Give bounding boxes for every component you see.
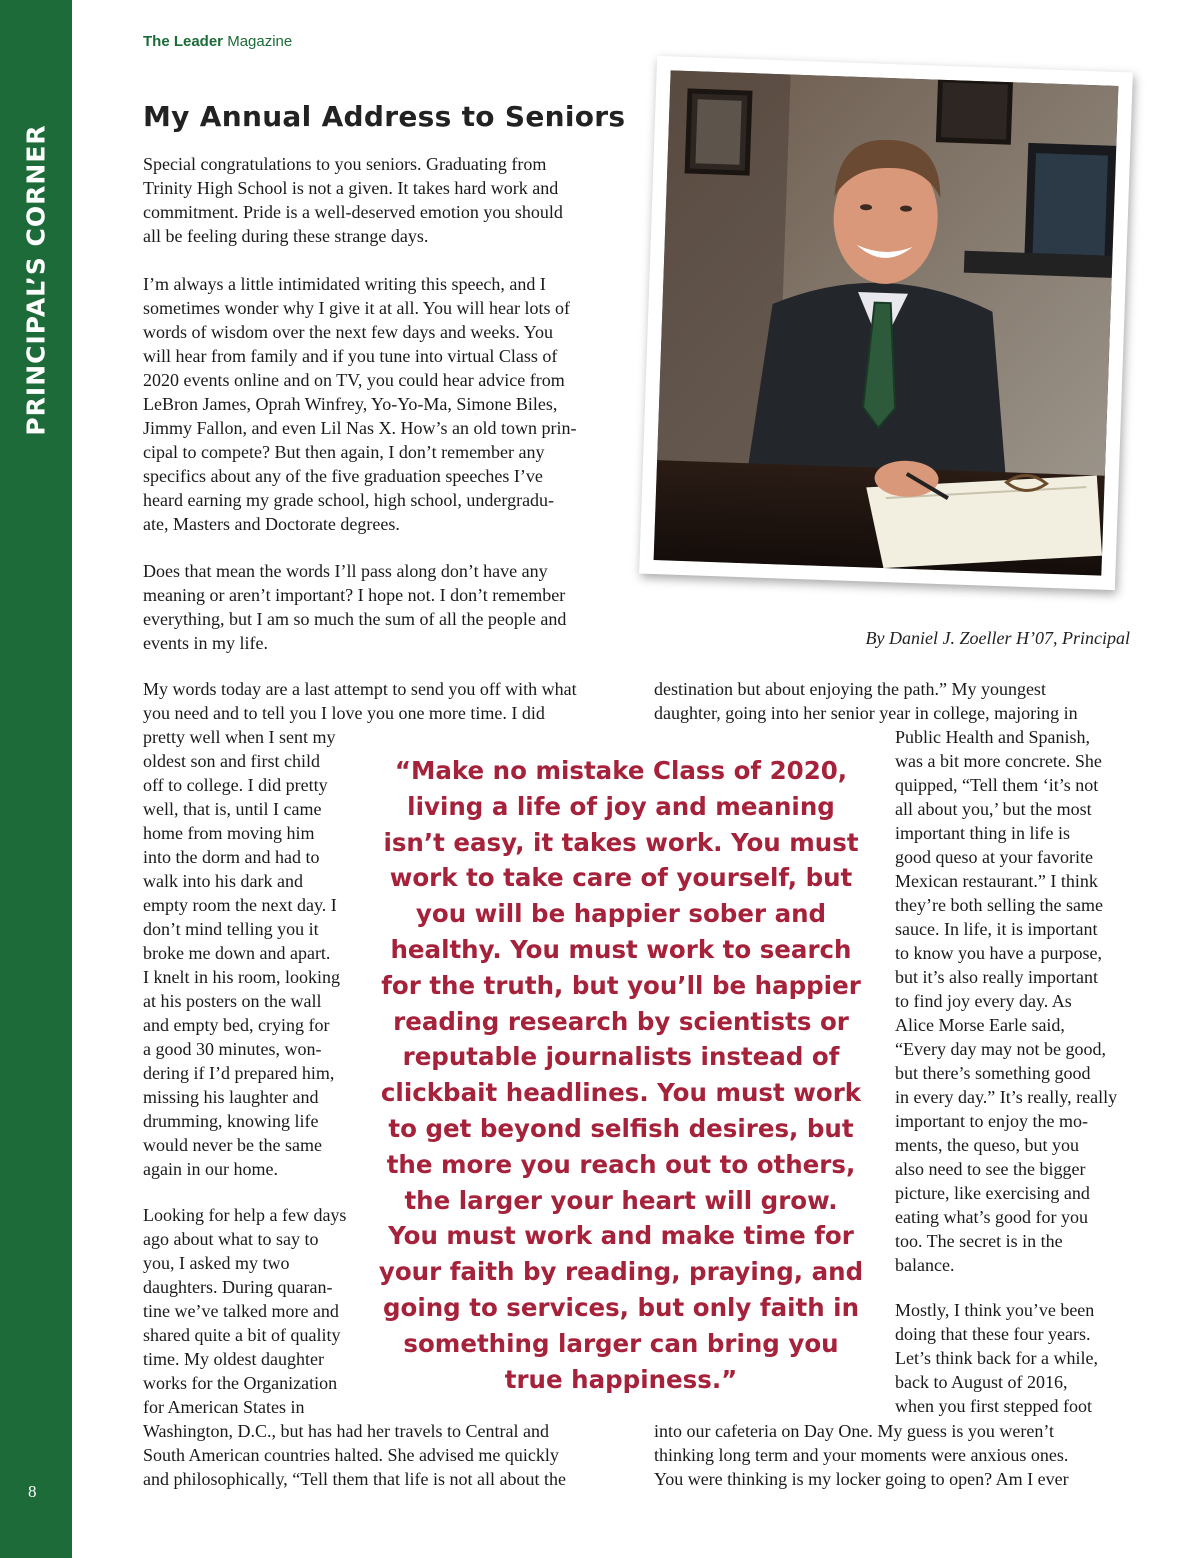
text-line: picture, like exercising and [895,1183,1090,1203]
text-line: and philosophically, “Tell them that life is not all about the [143,1469,566,1489]
body-right-narrow-1 [895,725,1145,1277]
principal-photo-image [654,70,1119,575]
text-line: was a bit more concrete. She [895,751,1102,771]
text-line: South American countries halted. She advised me quickly [143,1445,559,1465]
intro-paragraph-3 [143,559,633,655]
text-line: empty room the next day. I [143,895,337,915]
text-line: all be feeling during these strange days. [143,226,429,246]
text-line: balance. [895,1255,955,1275]
text-line: Does that mean the words I’ll pass along don’t have any [143,561,548,581]
text-line: Special congratulations to you seniors. Graduating from [143,154,547,174]
text-line: but there’s something good [895,1063,1091,1083]
text-line: off to college. I did pretty [143,775,328,795]
text-line: LeBron James, Oprah Winfrey, Yo-Yo-Ma, Simone Biles, [143,394,558,414]
text-line: walk into his dark and [143,871,303,891]
text-line: true happiness.” [504,1364,738,1394]
text-line: destination but about enjoying the path.” My youngest [654,679,1046,699]
text-line: everything, but I am so much the sum of all the people and [143,609,567,629]
text-line: Mostly, I think you’ve been [895,1300,1095,1320]
text-line: heard earning my grade school, high school, undergradu- [143,490,555,510]
body-right-narrow-2 [895,1298,1145,1418]
page-number: 8 [28,1482,37,1501]
text-line: into our cafeteria on Day One. My guess is you weren’t [654,1421,1055,1441]
text-line: My words today are a last attempt to send you off with what [143,679,577,699]
text-line: eating what’s good for you [895,1207,1088,1227]
text-line: to know you have a purpose, [895,943,1102,963]
text-line: meaning or aren’t important? I hope not. I don’t remember [143,585,566,605]
text-line: Looking for help a few days [143,1205,347,1225]
text-line: Trinity High School is not a given. It takes hard work and [143,178,559,198]
text-line: You must work and make time for [388,1221,854,1251]
principal-photo-frame [639,56,1133,590]
principal-photo [654,70,1119,575]
text-line: important to enjoy the mo- [895,1111,1088,1131]
text-line: Washington, D.C., but has had her travels to Central and [143,1421,549,1441]
text-line: healthy. You must work to search [390,934,852,964]
article-headline: My Annual Address to Seniors [143,100,626,133]
text-line: back to August of 2016, [895,1372,1068,1392]
text-line: I knelt in his room, looking [143,967,340,987]
body-right-wide-top [654,677,1144,725]
section-title: PRINCIPAL’S CORNER [21,124,51,436]
text-line: living a life of joy and meaning [407,791,835,821]
text-line: commitment. Pride is a well-deserved emotion you should [143,202,563,222]
text-line: works for the Organization [143,1373,338,1393]
text-line: missing his laughter and [143,1087,319,1107]
text-line: will hear from family and if you tune into virtual Class of [143,346,558,366]
text-line: You were thinking is my locker going to open? Am I ever [654,1469,1069,1489]
body-right-wide-bottom [654,1419,1144,1491]
text-line: good queso at your favorite [895,847,1093,867]
text-line: clickbait headlines. You must work [380,1078,862,1108]
text-line: at his posters on the wall [143,991,322,1011]
text-line: something larger can bring you [403,1328,839,1358]
text-line: home from moving him [143,823,315,843]
text-line: quipped, “Tell them ‘it’s not [895,775,1099,795]
text-line: specifics about any of the five graduation speeches I’ve [143,466,543,486]
text-line: all about you,’ but the most [895,799,1092,819]
text-line: for American States in [143,1397,305,1417]
text-line: your faith by reading, praying, and [378,1257,864,1287]
text-line: and empty bed, crying for [143,1015,330,1035]
photo-byline: By Daniel J. Zoeller H’07, Principal [865,628,1130,648]
text-line: you need and to tell you I love you one more time. I did [143,703,545,723]
masthead-brand: The Leader [143,33,224,50]
text-line: “Every day may not be good, [895,1039,1106,1059]
text-line: ago about what to say to [143,1229,319,1249]
text-line: Mexican restaurant.” I think [895,871,1098,891]
text-line: to find joy every day. As [895,991,1072,1011]
text-line: sometimes wonder why I give it at all. You will hear lots of [143,298,570,318]
text-line: the more you reach out to others, [386,1149,856,1179]
intro-paragraph-2 [143,272,633,536]
text-line: thinking long term and your moments were anxious ones. [654,1445,1069,1465]
text-line: the larger your heart will grow. [404,1185,838,1215]
text-line: shared quite a bit of quality [143,1325,341,1345]
text-line: also need to see the bigger [895,1159,1086,1179]
text-line: they’re both selling the same [895,895,1103,915]
text-line: Alice Morse Earle said, [895,1015,1065,1035]
text-line: ments, the queso, but you [895,1135,1079,1155]
text-line: would never be the same [143,1135,322,1155]
text-line: drumming, knowing life [143,1111,319,1131]
text-line: Let’s think back for a while, [895,1348,1098,1368]
body-left-narrow-2 [143,1203,368,1419]
text-line: into the dorm and had to [143,847,320,867]
text-line: 2020 events online and on TV, you could hear advice from [143,370,565,390]
text-line: but it’s also really important [895,967,1098,987]
text-line: important thing in life is [895,823,1070,843]
text-line: I’m always a little intimidated writing this speech, and I [143,274,546,294]
intro-paragraph-1 [143,152,633,248]
pull-quote [368,753,874,1397]
text-line: daughter, going into her senior year in college, majoring in [654,703,1078,723]
text-line: in every day.” It’s really, really [895,1087,1118,1107]
text-line: for the truth, but you’ll be happier [381,970,861,1000]
text-line: doing that these four years. [895,1324,1091,1344]
text-line: tine we’ve talked more and [143,1301,339,1321]
text-line: when you first stepped foot [895,1396,1092,1416]
masthead [143,33,292,50]
text-line: sauce. In life, it is important [895,919,1098,939]
masthead-suffix: Magazine [227,33,293,50]
text-line: to get beyond selfish desires, but [388,1113,854,1143]
text-line: daughters. During quaran- [143,1277,333,1297]
text-line: ate, Masters and Doctorate degrees. [143,514,400,534]
body-left-wide-top [143,677,633,725]
text-line: reading research by scientists or [393,1006,849,1036]
text-line: oldest son and first child [143,751,320,771]
text-line: again in our home. [143,1159,278,1179]
text-line: time. My oldest daughter [143,1349,324,1369]
text-line: Jimmy Fallon, and even Lil Nas X. How’s an old town prin- [143,418,577,438]
text-line: pretty well when I sent my [143,727,336,747]
text-line: broke me down and apart. [143,943,331,963]
body-left-wide-bottom [143,1419,633,1491]
text-line: “Make no mistake Class of 2020, [394,756,848,785]
text-line: dering if I’d prepared him, [143,1063,335,1083]
text-line: a good 30 minutes, won- [143,1039,322,1059]
text-line: words of wisdom over the next few days and weeks. You [143,322,553,342]
sidebar-band [0,0,72,1558]
text-line: isn’t easy, it takes work. You must [383,827,859,857]
text-line: don’t mind telling you it [143,919,319,939]
text-line: Public Health and Spanish, [895,727,1090,747]
text-line: events in my life. [143,633,268,653]
text-line: cipal to compete? But then again, I don’t remember any [143,442,545,462]
text-line: you, I asked my two [143,1253,290,1273]
text-line: too. The secret is in the [895,1231,1063,1251]
text-line: going to services, but only faith in [382,1292,860,1322]
body-left-narrow-1 [143,725,368,1181]
text-line: you will be happier sober and [415,899,827,929]
text-line: well, that is, until I came [143,799,322,819]
text-line: work to take care of yourself, but [389,863,853,893]
text-line: reputable journalists instead of [402,1042,840,1072]
